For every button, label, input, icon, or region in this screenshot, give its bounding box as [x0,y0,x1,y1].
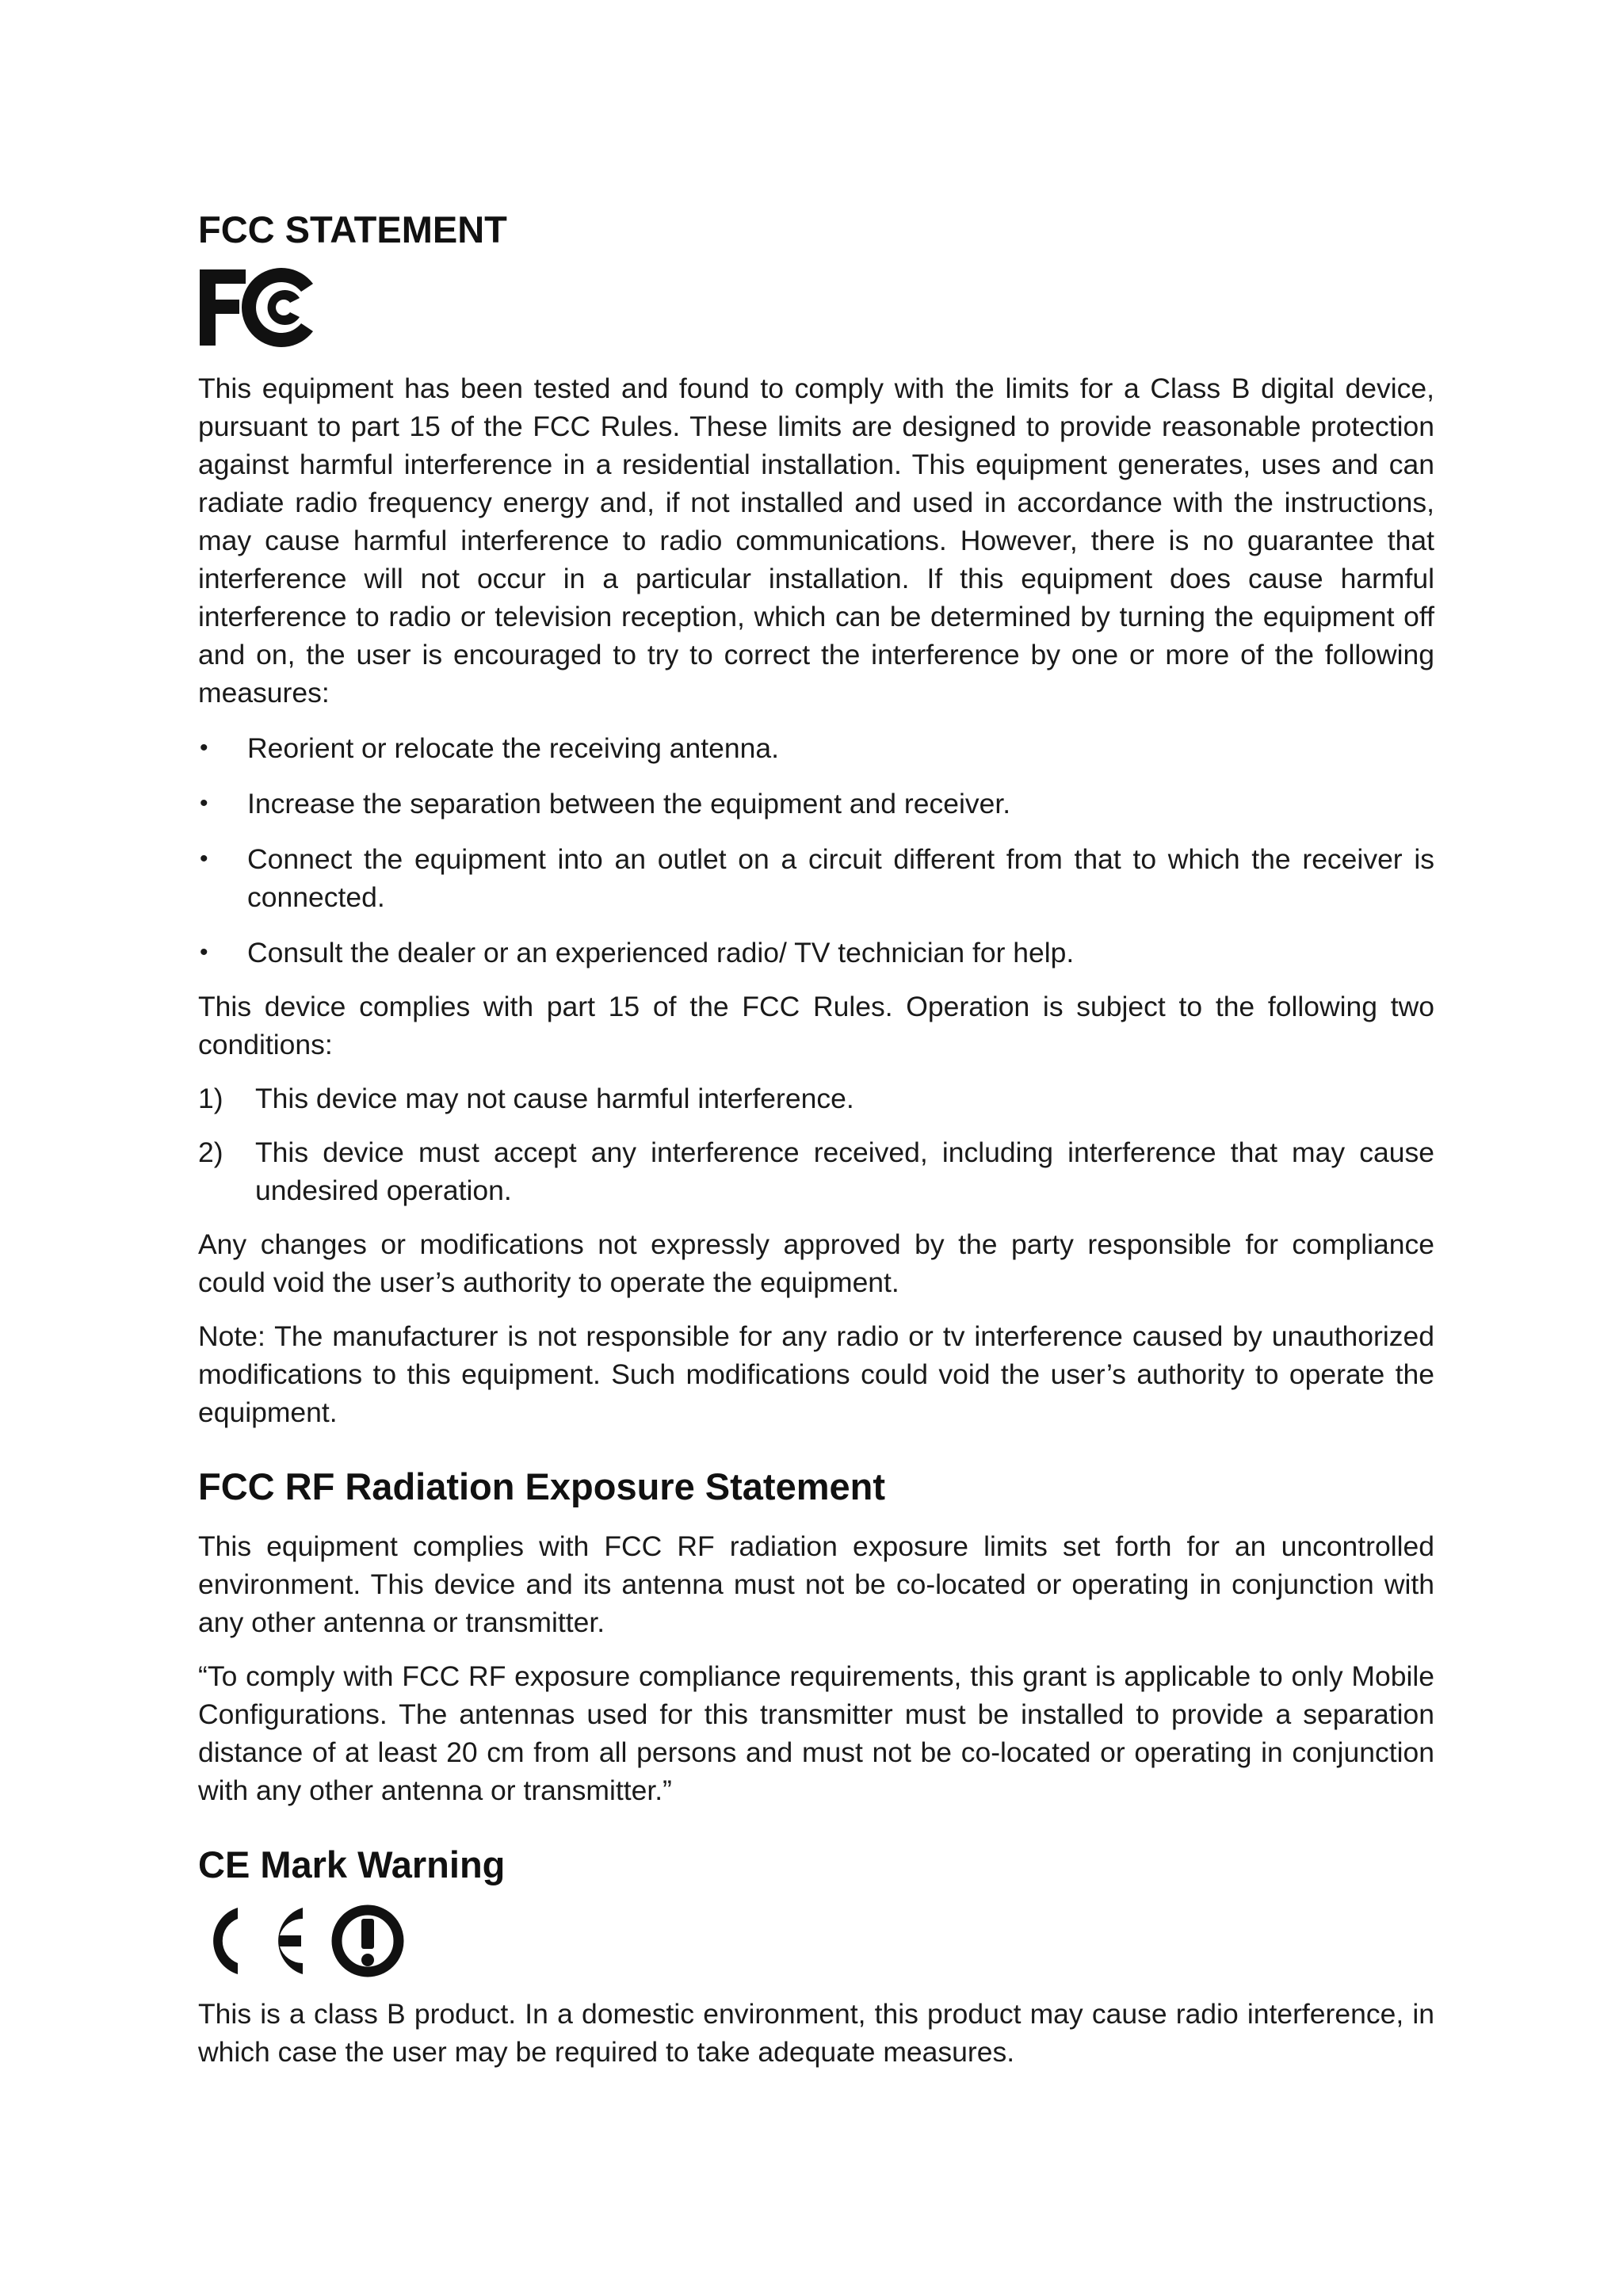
list-item: • Consult the dealer or an experienced radio/ TV technician for help. [198,934,1434,972]
list-number: 1) [198,1083,223,1115]
list-number: 2) [198,1137,223,1169]
list-item: • Connect the equipment into an outlet on a circuit different from that to which the receiver is connected. [198,840,1434,916]
fcc-note-paragraph: Note: The manufacturer is not responsible for any radio or tv interference caused by unauthorized modifications to this equipment. Such modifications could void the user’s authority to operate the equipment. [198,1320,1434,1429]
ce-alert-mark-icon [198,1903,1434,1979]
ce-mark-heading: CE Mark Warning [198,1843,506,1885]
list-item: • Increase the separation between the equipment and receiver. [198,785,1434,823]
fcc-compliance-paragraph: This device complies with part 15 of the FCC Rules. Operation is subject to the following two conditions: [198,991,1434,1061]
list-item: 1) This device may not cause harmful interference. [198,1079,1434,1117]
list-item: • Reorient or relocate the receiving antenna. [198,729,1434,767]
rf-paragraph-2: “To comply with FCC RF exposure compliance requirements, this grant is applicable to only Mobile Configurations. The antennas used for this transmitter must be installed to provide a separation distance of at least 20 cm from all persons and must not be co-located or operating in conjunction with any other antenna or transmitter.” [198,1660,1434,1806]
bullet-glyph: • [200,735,208,762]
bullet-glyph: • [200,846,208,873]
fcc-intro-paragraph: This equipment has been tested and found to comply with the limits for a Class B digital device, pursuant to part 15 of the FCC Rules. These limits are designed to provide reasonable protection against harmful interference in a residential installation. This equipment generates, uses and can radiate radio frequency energy and, if not installed and used in accordance with the instructions, may cause harmful interference to radio communications. However, there is no guarantee that interference will not occur in a particular installation. If this equipment does cause harmful interference to radio or television reception, which can be determined by turning the equipment off and on, the user is encouraged to try to correct the interference by one or more of the following measures: [198,372,1434,709]
fcc-changes-paragraph: Any changes or modifications not expressly approved by the party responsible for compliance could void the user’s authority to operate the equipment. [198,1228,1434,1299]
fcc-logo-icon [198,266,1434,349]
bullet-glyph: • [200,939,208,966]
document-page [198,208,1434,2071]
fcc-statement-heading: FCC STATEMENT [198,208,507,250]
ce-paragraph: This is a class B product. In a domestic environment, this product may cause radio interference, in which case the user may be required to take adequate measures. [198,1998,1434,2069]
fcc-measures-list [198,729,1434,972]
bullet-glyph: • [200,790,208,817]
fcc-conditions-list [198,1079,1434,1209]
list-item: 2) This device must accept any interference received, including interference that may cause undesired operation. [198,1133,1434,1209]
rf-exposure-heading: FCC RF Radiation Exposure Statement [198,1465,885,1508]
rf-paragraph-1: This equipment complies with FCC RF radiation exposure limits set forth for an uncontrolled environment. This device and its antenna must not be co-located or operating in conjunction with any other antenna or transmitter. [198,1530,1434,1638]
